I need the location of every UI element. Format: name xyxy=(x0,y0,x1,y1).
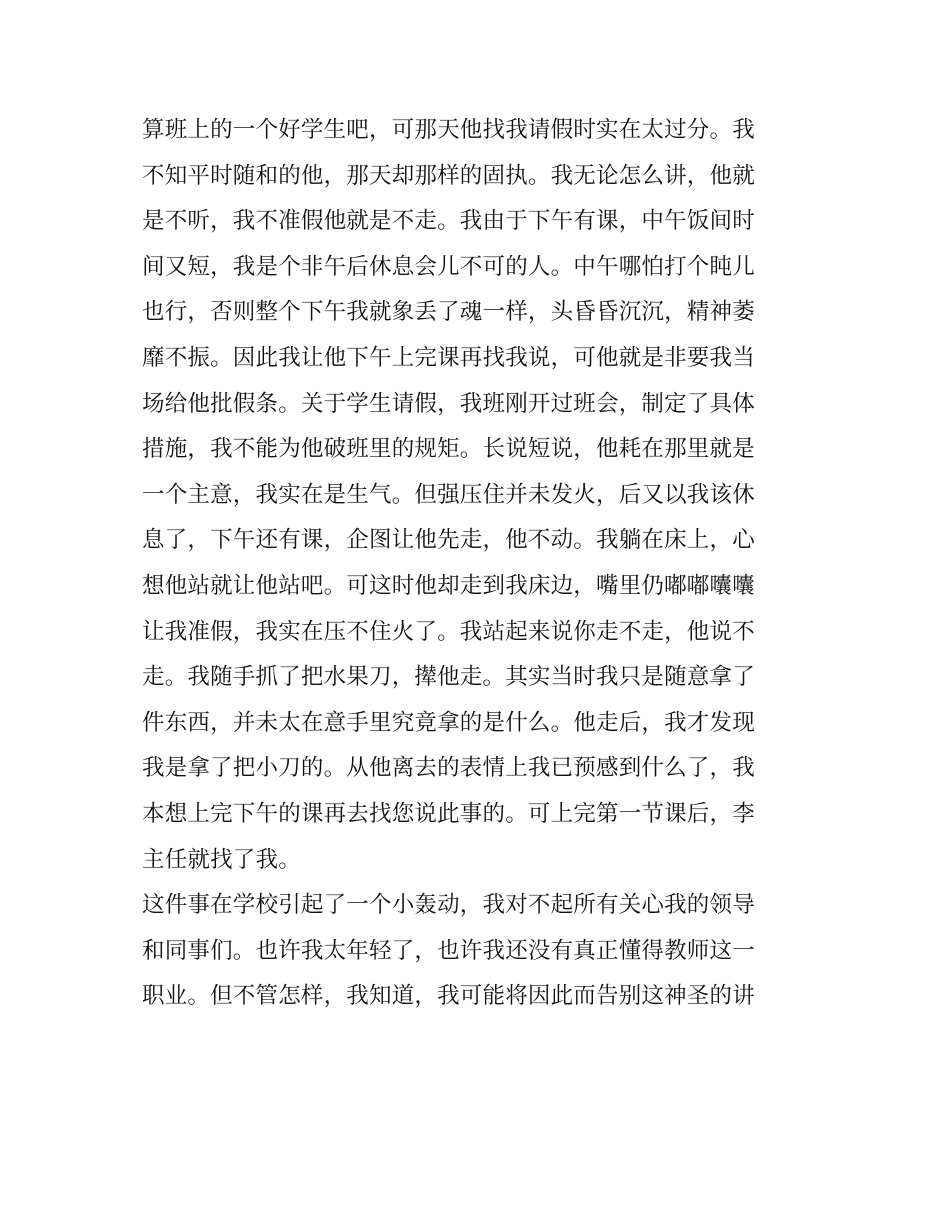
text-line: 场给他批假条。关于学生请假，我班刚开过班会，制定了具体 xyxy=(142,390,755,417)
text-line: 和同事们。也许我太年轻了，也许我还没有真正懂得教师这一 xyxy=(142,937,755,964)
text-line: 靡不振。因此我让他下午上完课再找我说，可他就是非要我当 xyxy=(142,344,755,371)
text-line: 让我准假，我实在压不住火了。我站起来说你走不走，他说不 xyxy=(142,618,755,645)
text-line: 这件事在学校引起了一个小轰动，我对不起所有关心我的领导 xyxy=(142,892,755,919)
text-line: 件东西，并未太在意手里究竟拿的是什么。他走后，我才发现 xyxy=(142,709,755,736)
text-line: 本想上完下午的课再去找您说此事的。可上完第一节课后，李 xyxy=(142,800,755,827)
text-line: 走。我随手抓了把水果刀，撵他走。其实当时我只是随意拿了 xyxy=(142,664,755,691)
text-line: 息了，下午还有课，企图让他先走，他不动。我躺在床上，心 xyxy=(142,527,755,554)
body-text xyxy=(142,108,817,1020)
text-line: 想他站就让他站吧。可这时他却走到我床边，嘴里仍嘟嘟囔囔 xyxy=(142,572,755,599)
text-line: 我是拿了把小刀的。从他离去的表情上我已预感到什么了，我 xyxy=(142,755,755,782)
text-line: 也行，否则整个下午我就象丢了魂一样，头昏昏沉沉，精神萎 xyxy=(142,299,755,326)
text-line: 主任就找了我。 xyxy=(142,846,301,873)
text-line: 措施，我不能为他破班里的规矩。长说短说，他耗在那里就是 xyxy=(142,436,755,463)
text-line: 间又短，我是个非午后休息会儿不可的人。中午哪怕打个盹儿 xyxy=(142,253,755,280)
text-line: 职业。但不管怎样，我知道，我可能将因此而告别这神圣的讲 xyxy=(142,983,755,1010)
text-line: 一个主意，我实在是生气。但强压住并未发火，后又以我该休 xyxy=(142,481,755,508)
text-line: 算班上的一个好学生吧，可那天他找我请假时实在太过分。我 xyxy=(142,117,755,143)
text-line: 是不听，我不准假他就是不走。我由于下午有课，中午饭间时 xyxy=(142,208,755,235)
text-line: 不知平时随和的他，那天却那样的固执。我无论怎么讲，他就 xyxy=(142,162,755,189)
